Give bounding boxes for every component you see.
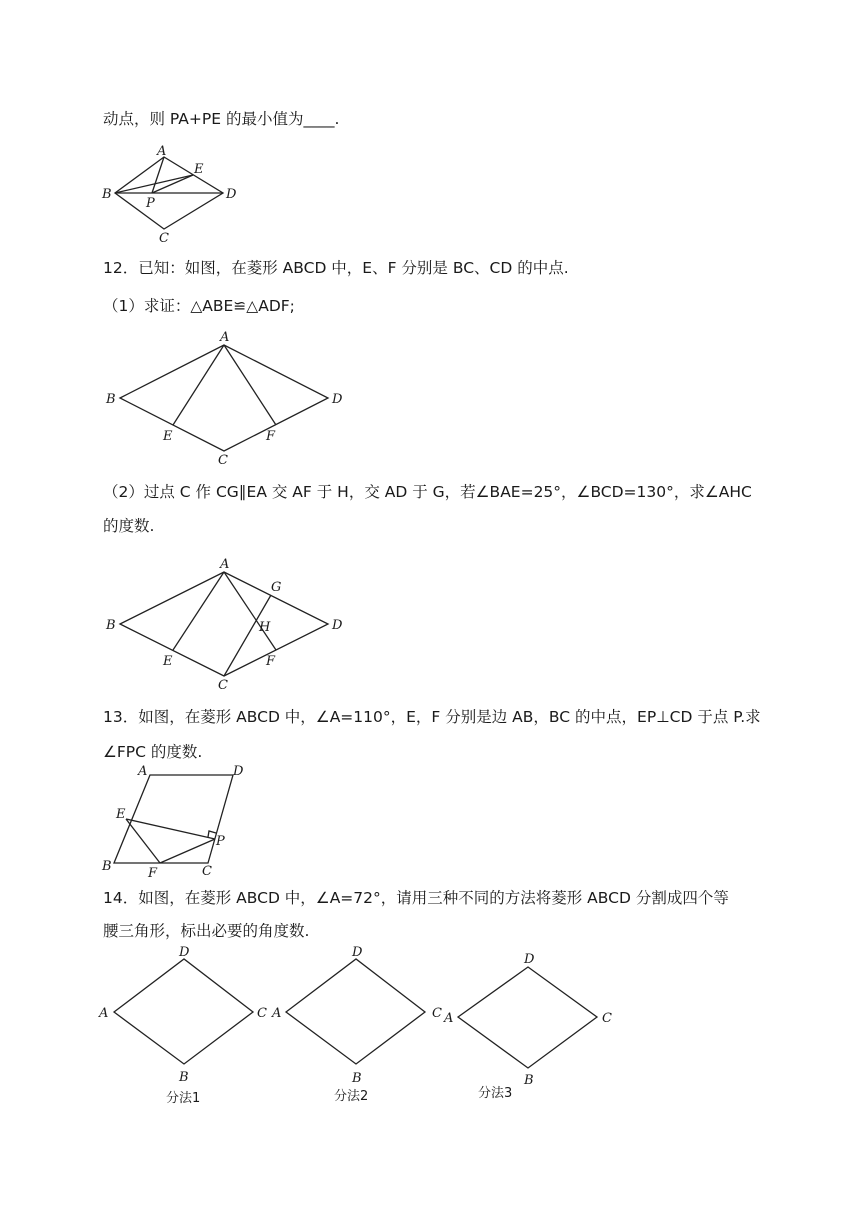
q12-part2-line2: 的度数.	[103, 517, 155, 535]
q14-figure-1	[96, 940, 276, 1110]
q12a-label-d: D	[332, 392, 343, 407]
q14-figure-2	[268, 940, 448, 1110]
q12-segment-ae-2	[173, 572, 224, 650]
q13-segment-fp	[160, 839, 215, 863]
q14-2-label-c: C	[432, 1006, 442, 1021]
q14-caption-1: 分法1	[166, 1091, 201, 1106]
q14-3-label-c: C	[602, 1011, 612, 1026]
q11-segment-pe	[152, 175, 193, 193]
q14-line2: 腰三角形，标出必要的角度数.	[103, 922, 310, 940]
q13-rhombus	[114, 775, 233, 863]
q12-part2-line1: （2）过点 C 作 CG∥EA 交 AF 于 H，交 AD 于 G，若∠BAE=25°，∠BCD=130°，求∠AHC	[103, 483, 752, 501]
q14-2-label-a: A	[272, 1006, 282, 1021]
q13-label-c: C	[202, 864, 212, 879]
q12-segment-af	[224, 345, 276, 425]
q11-label-d: D	[226, 187, 237, 202]
q14-rhombus-3	[458, 967, 597, 1068]
q12a-label-f: F	[266, 429, 276, 444]
q14-1-label-a: A	[99, 1006, 109, 1021]
q12a-label-b: B	[106, 392, 116, 407]
q13-label-a: A	[138, 764, 148, 779]
q14-3-label-d: D	[524, 952, 535, 967]
q12-rhombus-2	[120, 572, 328, 676]
q13-label-e: E	[116, 807, 126, 822]
q12-segment-ae	[173, 345, 224, 425]
q11-label-a: A	[157, 144, 167, 159]
q14-rhombus-2	[286, 959, 425, 1064]
q14-1-label-c: C	[257, 1006, 267, 1021]
q14-caption-3: 分法3	[478, 1086, 513, 1101]
q12-figure-1	[100, 328, 360, 468]
q13-figure	[96, 762, 266, 880]
q13-label-d: D	[233, 764, 244, 779]
q12a-label-e: E	[163, 429, 173, 444]
q12b-label-b: B	[106, 618, 116, 633]
q14-2-label-b: B	[352, 1071, 362, 1086]
q12-stem: 12．已知：如图，在菱形 ABCD 中，E、F 分别是 BC、CD 的中点.	[103, 259, 569, 277]
q11-figure	[95, 140, 245, 246]
q14-line1: 14．如图，在菱形 ABCD 中，∠A=72°，请用三种不同的方法将菱形 ABCD 分割成四个等	[103, 889, 729, 907]
q12b-label-a: A	[220, 557, 230, 572]
q11-tail-text: 动点，则 PA+PE 的最小值为____.	[103, 110, 340, 128]
q14-1-label-d: D	[179, 945, 190, 960]
q12b-label-f: F	[266, 654, 276, 669]
q14-2-label-d: D	[352, 945, 363, 960]
q12b-label-c: C	[218, 678, 228, 693]
q13-label-b: B	[102, 859, 112, 874]
q12a-label-c: C	[218, 453, 228, 468]
q12a-label-a: A	[220, 330, 230, 345]
q11-label-c: C	[159, 231, 169, 246]
q13-right-angle-mark	[208, 831, 216, 837]
q13-label-p: P	[216, 834, 225, 849]
q12b-label-d: D	[332, 618, 343, 633]
q11-label-e: E	[194, 162, 204, 177]
q14-3-label-a: A	[444, 1011, 454, 1026]
q12-segment-af-2	[224, 572, 276, 650]
q14-rhombus-1	[114, 959, 253, 1064]
q12b-label-h: H	[259, 620, 271, 635]
q12-figure-2	[100, 556, 360, 696]
q11-label-p: P	[146, 196, 155, 211]
q14-figure-3	[440, 940, 620, 1110]
q13-line2: ∠FPC 的度数.	[103, 743, 203, 761]
q12b-label-e: E	[163, 654, 173, 669]
q14-3-label-b: B	[524, 1073, 534, 1088]
q14-1-label-b: B	[179, 1070, 189, 1085]
q11-label-b: B	[102, 187, 112, 202]
q12b-label-g: G	[271, 580, 282, 595]
q13-line1: 13．如图，在菱形 ABCD 中，∠A=110°，E，F 分别是边 AB，BC 的中点，EP⊥CD 于点 P.求	[103, 708, 761, 726]
q12-rhombus-1	[120, 345, 328, 451]
q14-caption-2: 分法2	[334, 1089, 369, 1104]
q11-segment-ap	[152, 157, 164, 193]
q13-label-f: F	[148, 866, 158, 881]
q12-part1: （1）求证：△ABE≌△ADF;	[103, 297, 295, 315]
